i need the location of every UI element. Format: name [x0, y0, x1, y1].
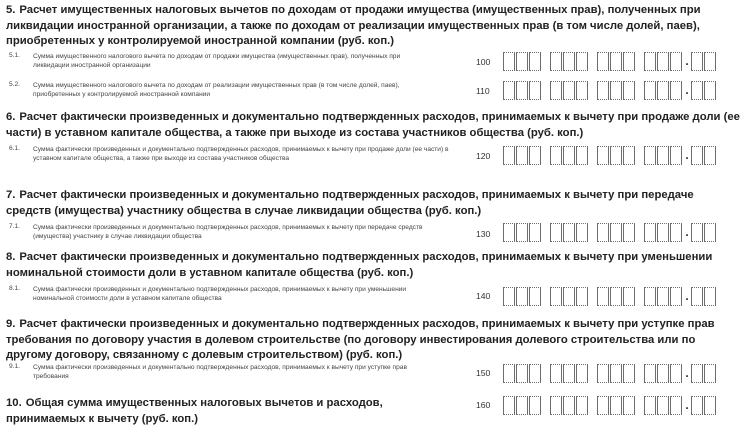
digit-cell[interactable]: [623, 146, 635, 165]
line-number: 7.1.: [9, 223, 20, 230]
digit-cell[interactable]: [529, 146, 541, 165]
kopeck-cell[interactable]: [691, 81, 703, 100]
section-5-title: [6, 3, 741, 50]
line-code: 100: [476, 57, 491, 67]
digit-cell[interactable]: [576, 81, 588, 100]
line-number: 5.1.: [9, 52, 20, 59]
kopeck-cell[interactable]: [691, 223, 703, 242]
decimal-separator: .: [685, 366, 689, 380]
digit-cell[interactable]: [610, 52, 622, 71]
digit-cell[interactable]: [563, 52, 575, 71]
digit-cell[interactable]: [550, 364, 562, 383]
digit-cell[interactable]: [644, 146, 656, 165]
digit-cell[interactable]: [576, 396, 588, 415]
amount-field-120[interactable]: [503, 145, 717, 166]
digit-cell[interactable]: [563, 364, 575, 383]
digit-cell[interactable]: [503, 52, 515, 71]
line-description: Сумма фактически произведенных и документально подтвержденных расходов, принимаемых к вычету при уступке прав требования: [33, 364, 407, 381]
kopeck-cell[interactable]: [704, 52, 716, 71]
kopeck-cell[interactable]: [691, 364, 703, 383]
digit-cell[interactable]: [670, 396, 682, 415]
amount-field-160[interactable]: [503, 395, 717, 416]
digit-cell[interactable]: [597, 396, 609, 415]
line-code: 110: [476, 86, 490, 96]
digit-cell[interactable]: [657, 396, 669, 415]
section-title-text: Расчет фактически произведенных и документально подтвержденных расходов, принимаемых к вычету при передаче средств (имущества) участнику общества в случае ликвидации общества (руб. коп.): [6, 189, 694, 217]
digit-cell[interactable]: [670, 287, 682, 306]
line-number: 5.2.: [9, 81, 20, 88]
digit-cell[interactable]: [563, 396, 575, 415]
section-9-title: [6, 317, 741, 364]
digit-cell[interactable]: [516, 52, 528, 71]
line-code: 140: [476, 291, 491, 301]
digit-cell[interactable]: [550, 52, 562, 71]
digit-cell[interactable]: [576, 364, 588, 383]
line-description: Сумма фактически произведенных и документально подтвержденных расходов, принимаемых к вычету при продаже доли (ее части) в уставном капитале общества, а также при выходе из состава участников общества: [33, 146, 449, 163]
digit-cell[interactable]: [657, 81, 669, 100]
digit-cell[interactable]: [610, 396, 622, 415]
digit-cell[interactable]: [597, 81, 609, 100]
decimal-separator: .: [685, 289, 689, 303]
digit-cell[interactable]: [516, 223, 528, 242]
kopeck-cell[interactable]: [704, 81, 716, 100]
digit-cell[interactable]: [563, 146, 575, 165]
digit-cell[interactable]: [550, 223, 562, 242]
digit-cell[interactable]: [610, 81, 622, 100]
line-code: 130: [476, 229, 491, 239]
kopeck-cell[interactable]: [691, 146, 703, 165]
digit-cell[interactable]: [550, 287, 562, 306]
kopeck-cell[interactable]: [704, 287, 716, 306]
section-8-title: [6, 250, 741, 281]
digit-cell[interactable]: [503, 223, 515, 242]
digit-cell[interactable]: [516, 364, 528, 383]
line-number: 6.1.: [9, 145, 20, 152]
digit-cell[interactable]: [597, 223, 609, 242]
amount-field-130[interactable]: [503, 222, 717, 243]
digit-cell[interactable]: [670, 223, 682, 242]
digit-cell[interactable]: [529, 396, 541, 415]
decimal-separator: .: [685, 83, 689, 97]
decimal-separator: .: [685, 54, 689, 68]
digit-cell[interactable]: [644, 364, 656, 383]
kopeck-cell[interactable]: [704, 396, 716, 415]
digit-cell[interactable]: [503, 396, 515, 415]
digit-cell[interactable]: [623, 396, 635, 415]
digit-cell[interactable]: [657, 52, 669, 71]
digit-cell[interactable]: [529, 364, 541, 383]
digit-cell[interactable]: [503, 81, 515, 100]
section-number: 10.: [6, 397, 22, 409]
digit-cell[interactable]: [563, 223, 575, 242]
line-code: 160: [476, 400, 491, 410]
digit-cell[interactable]: [576, 287, 588, 306]
section-number: 7.: [6, 189, 16, 201]
digit-cell[interactable]: [610, 223, 622, 242]
digit-cell[interactable]: [644, 396, 656, 415]
digit-cell[interactable]: [670, 364, 682, 383]
section-10-title: [6, 396, 386, 427]
section-number: 9.: [6, 318, 16, 330]
digit-cell[interactable]: [576, 223, 588, 242]
digit-cell[interactable]: [644, 287, 656, 306]
kopeck-cell[interactable]: [704, 146, 716, 165]
digit-cell[interactable]: [503, 146, 515, 165]
digit-cell[interactable]: [644, 81, 656, 100]
digit-cell[interactable]: [597, 364, 609, 383]
digit-cell[interactable]: [657, 223, 669, 242]
digit-cell[interactable]: [610, 364, 622, 383]
line-code: 120: [476, 151, 491, 161]
digit-cell[interactable]: [623, 81, 635, 100]
digit-cell[interactable]: [576, 52, 588, 71]
amount-field-150[interactable]: [503, 363, 717, 384]
section-6-title: [6, 110, 741, 141]
digit-cell[interactable]: [657, 146, 669, 165]
section-title-text: Расчет фактически произведенных и документально подтвержденных расходов, принимаемых к вычету при уменьшении номинальной стоимости доли в уставном капитале общества (руб. коп.): [6, 251, 713, 279]
digit-cell[interactable]: [670, 52, 682, 71]
digit-cell[interactable]: [563, 81, 575, 100]
digit-cell[interactable]: [529, 287, 541, 306]
digit-cell[interactable]: [597, 287, 609, 306]
kopeck-cell[interactable]: [691, 396, 703, 415]
kopeck-cell[interactable]: [691, 52, 703, 71]
kopeck-cell[interactable]: [704, 223, 716, 242]
line-number: 8.1.: [9, 285, 20, 292]
digit-cell[interactable]: [623, 287, 635, 306]
section-title-text: Расчет имущественных налоговых вычетов по доходам от продажи имущества (имущественных прав), полученных при ликвидации иностранной организации, а также по доходам от реализации имущественных прав (в том числе долей, паев), приобретенных у контролируемой иностранной компании (руб. коп.): [6, 4, 701, 47]
line-description: Сумма имущественного налогового вычета по доходам от продажи имущества (имущественных прав), полученных при ликвидации иностранной организации: [33, 53, 401, 70]
digit-cell[interactable]: [516, 81, 528, 100]
digit-cell[interactable]: [529, 223, 541, 242]
digit-cell[interactable]: [623, 364, 635, 383]
digit-cell[interactable]: [516, 146, 528, 165]
line-description: Сумма фактически произведенных и документально подтвержденных расходов, принимаемых к вычету при уменьшении номинальной стоимости доли в уставном капитале общества: [33, 286, 407, 303]
decimal-separator: .: [685, 148, 689, 162]
digit-cell[interactable]: [657, 364, 669, 383]
section-number: 6.: [6, 111, 16, 123]
line-description: Сумма фактически произведенных и документально подтвержденных расходов, принимаемых к вычету при передаче средств (имущества) участнику в случае ликвидации общества: [33, 224, 423, 241]
digit-cell[interactable]: [550, 146, 562, 165]
digit-cell[interactable]: [563, 287, 575, 306]
digit-cell[interactable]: [623, 52, 635, 71]
digit-cell[interactable]: [529, 81, 541, 100]
digit-cell[interactable]: [550, 81, 562, 100]
line-number: 9.1.: [9, 363, 20, 370]
digit-cell[interactable]: [597, 52, 609, 71]
section-title-text: Расчет фактически произведенных и документально подтвержденных расходов, принимаемых к вычету при продаже доли (ее части) в уставном капитале общества, а также при выходе из состава участников общества (руб. коп.): [6, 111, 740, 139]
line-description: Сумма имущественного налогового вычета по доходам от реализации имущественных прав (в том числе долей, паев), приобретенных у контролируемой иностранной компании: [33, 82, 400, 99]
digit-cell[interactable]: [516, 287, 528, 306]
amount-field-100[interactable]: [503, 51, 717, 72]
amount-field-140[interactable]: [503, 286, 717, 307]
section-7-title: [6, 188, 741, 219]
kopeck-cell[interactable]: [704, 364, 716, 383]
section-number: 5.: [6, 4, 16, 16]
digit-cell[interactable]: [576, 146, 588, 165]
amount-field-110[interactable]: [503, 80, 717, 101]
digit-cell[interactable]: [644, 223, 656, 242]
digit-cell[interactable]: [516, 396, 528, 415]
decimal-separator: .: [685, 398, 689, 412]
kopeck-cell[interactable]: [691, 287, 703, 306]
digit-cell[interactable]: [503, 364, 515, 383]
line-code: 150: [476, 368, 491, 378]
digit-cell[interactable]: [503, 287, 515, 306]
digit-cell[interactable]: [670, 81, 682, 100]
digit-cell[interactable]: [550, 396, 562, 415]
digit-cell[interactable]: [610, 146, 622, 165]
digit-cell[interactable]: [670, 146, 682, 165]
section-number: 8.: [6, 251, 16, 263]
section-title-text: Расчет фактически произведенных и документально подтвержденных расходов, принимаемых к вычету при уступке прав требования по договору участия в долевом строительстве (по договору инвестирования долевого строительства или по другому договору, связанному с долевым строительством) (руб. коп.): [6, 318, 715, 361]
digit-cell[interactable]: [623, 223, 635, 242]
digit-cell[interactable]: [644, 52, 656, 71]
digit-cell[interactable]: [529, 52, 541, 71]
decimal-separator: .: [685, 225, 689, 239]
digit-cell[interactable]: [610, 287, 622, 306]
digit-cell[interactable]: [597, 146, 609, 165]
digit-cell[interactable]: [657, 287, 669, 306]
section-title-text: Общая сумма имущественных налоговых вычетов и расходов, принимаемых к вычету (руб. коп.): [6, 397, 383, 425]
